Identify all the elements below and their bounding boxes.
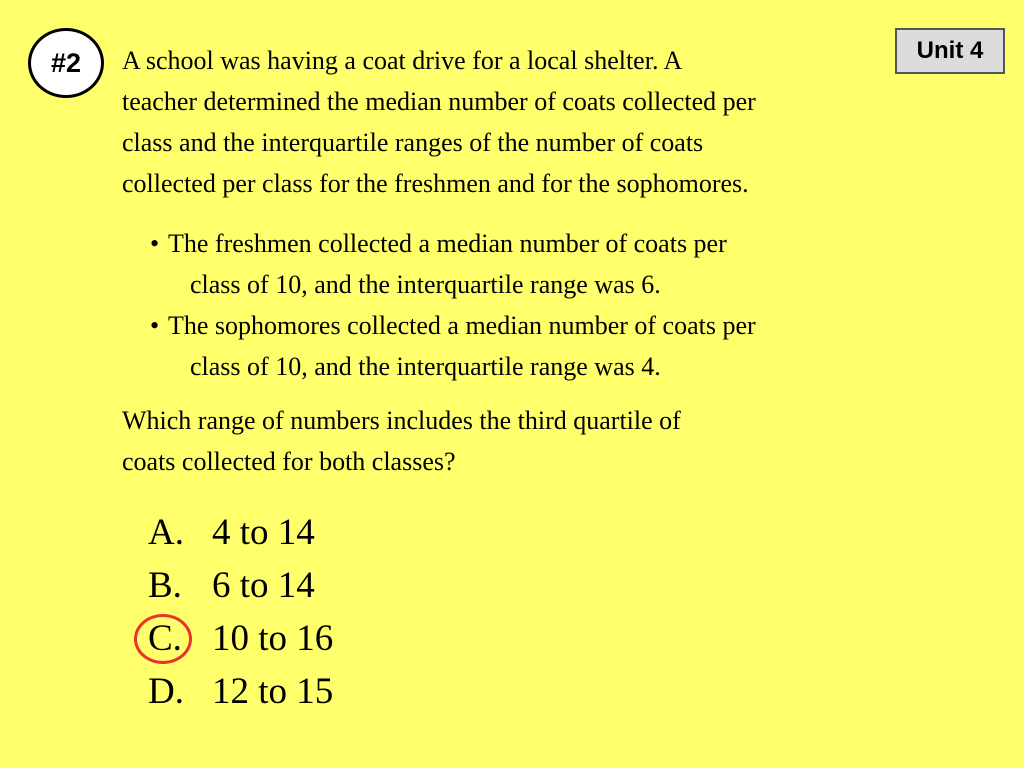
bullet-icon: •: [150, 229, 160, 258]
fact-line: class of 10, and the interquartile range was 4.: [190, 352, 661, 381]
choice-text: 6 to 14: [212, 565, 315, 606]
problem-number-label: #2: [50, 47, 82, 78]
choice-b[interactable]: [148, 559, 333, 612]
fact-line: The sophomores collected a median number of coats per: [168, 311, 756, 340]
fact-freshmen: [150, 223, 756, 305]
fact-list: [150, 223, 756, 387]
unit-badge: [895, 28, 1005, 74]
choice-letter: B.: [148, 565, 182, 606]
fact-line: class of 10, and the interquartile range was 6.: [190, 270, 661, 299]
fact-sophomores: [150, 305, 756, 387]
question-line: Which range of numbers includes the third quartile of: [122, 406, 681, 435]
answer-circle-icon: [134, 614, 192, 664]
bullet-icon: •: [150, 311, 160, 340]
choice-a[interactable]: [148, 506, 333, 559]
answer-choices: [148, 506, 333, 718]
question-text: [122, 400, 681, 482]
intro-line: collected per class for the freshmen and for the sophomores.: [122, 169, 749, 198]
choice-text: 4 to 14: [212, 512, 315, 553]
choice-letter: C.: [148, 618, 182, 659]
choice-letter: A.: [148, 512, 184, 553]
intro-line: class and the interquartile ranges of the number of coats: [122, 128, 704, 157]
fact-line: The freshmen collected a median number of coats per: [168, 229, 727, 258]
choice-c[interactable]: [148, 612, 333, 665]
choice-text: 10 to 16: [212, 618, 334, 659]
unit-label: Unit 4: [916, 37, 984, 64]
intro-line: A school was having a coat drive for a local shelter. A: [122, 46, 683, 75]
problem-number-badge: [28, 28, 104, 98]
intro-line: teacher determined the median number of coats collected per: [122, 87, 756, 116]
problem-intro: [122, 40, 756, 204]
question-line: coats collected for both classes?: [122, 447, 456, 476]
choice-d[interactable]: [148, 665, 333, 718]
choice-letter: D.: [148, 671, 184, 712]
choice-text: 12 to 15: [212, 671, 334, 712]
